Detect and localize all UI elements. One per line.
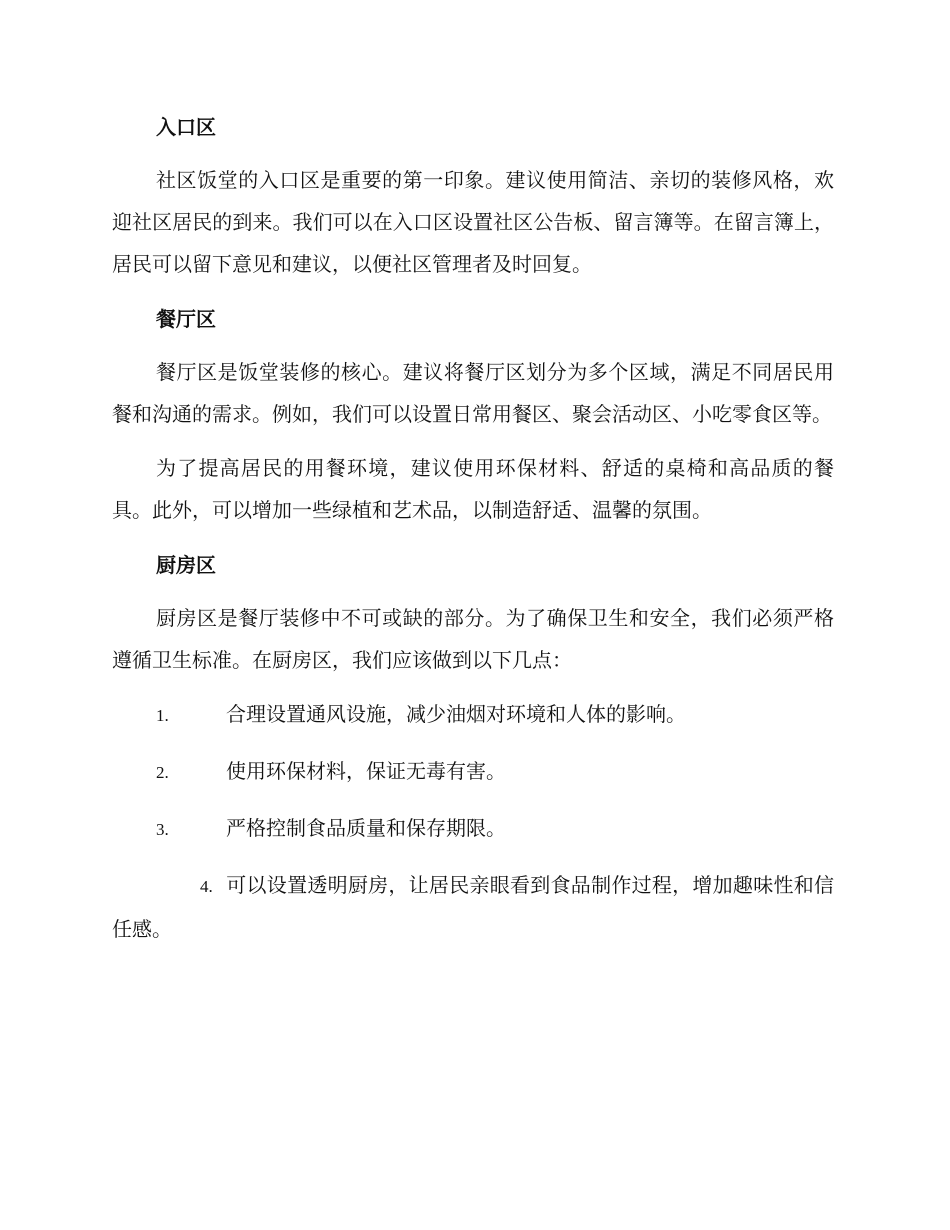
list-item (112, 693, 834, 737)
paragraph-dining-1: 餐厅区是饭堂装修的核心。建议将餐厅区划分为多个区域，满足不同居民用餐和沟通的需求。例如，我们可以设置日常用餐区、聚会活动区、小吃零食区等。 (112, 360, 834, 426)
list-item (112, 864, 834, 950)
list-item-number: 2. (156, 763, 169, 782)
list-item-text: 使用环保材料，保证无毒有害。 (226, 759, 506, 783)
list-item-number: 1. (156, 706, 169, 725)
section-heading-kitchen: 厨房区 (156, 553, 216, 577)
document-body (112, 105, 834, 963)
kitchen-requirements-list (112, 693, 834, 950)
list-item-number: 4. (200, 877, 213, 896)
paragraph-entrance: 社区饭堂的入口区是重要的第一印象。建议使用简洁、亲切的装修风格，欢迎社区居民的到来。我们可以在入口区设置社区公告板、留言簿等。在留言簿上，居民可以留下意见和建议，以便社区管理者及时回复。 (112, 168, 834, 276)
list-item-text: 严格控制食品质量和保存期限。 (226, 816, 506, 840)
paragraph-kitchen: 厨房区是餐厅装修中不可或缺的部分。为了确保卫生和安全，我们必须严格遵循卫生标准。在厨房区，我们应该做到以下几点： (112, 606, 834, 672)
list-item-text: 可以设置透明厨房，让居民亲眼看到食品制作过程，增加趣味性和信任感。 (112, 873, 834, 941)
list-item-number: 3. (156, 820, 169, 839)
section-heading-entrance: 入口区 (156, 115, 216, 139)
list-item-text: 合理设置通风设施，减少油烟对环境和人体的影响。 (226, 702, 686, 726)
section-heading-dining: 餐厅区 (156, 307, 216, 331)
paragraph-dining-2: 为了提高居民的用餐环境，建议使用环保材料、舒适的桌椅和高品质的餐具。此外，可以增加一些绿植和艺术品，以制造舒适、温馨的氛围。 (112, 456, 834, 522)
list-item (112, 807, 834, 851)
list-item (112, 750, 834, 794)
